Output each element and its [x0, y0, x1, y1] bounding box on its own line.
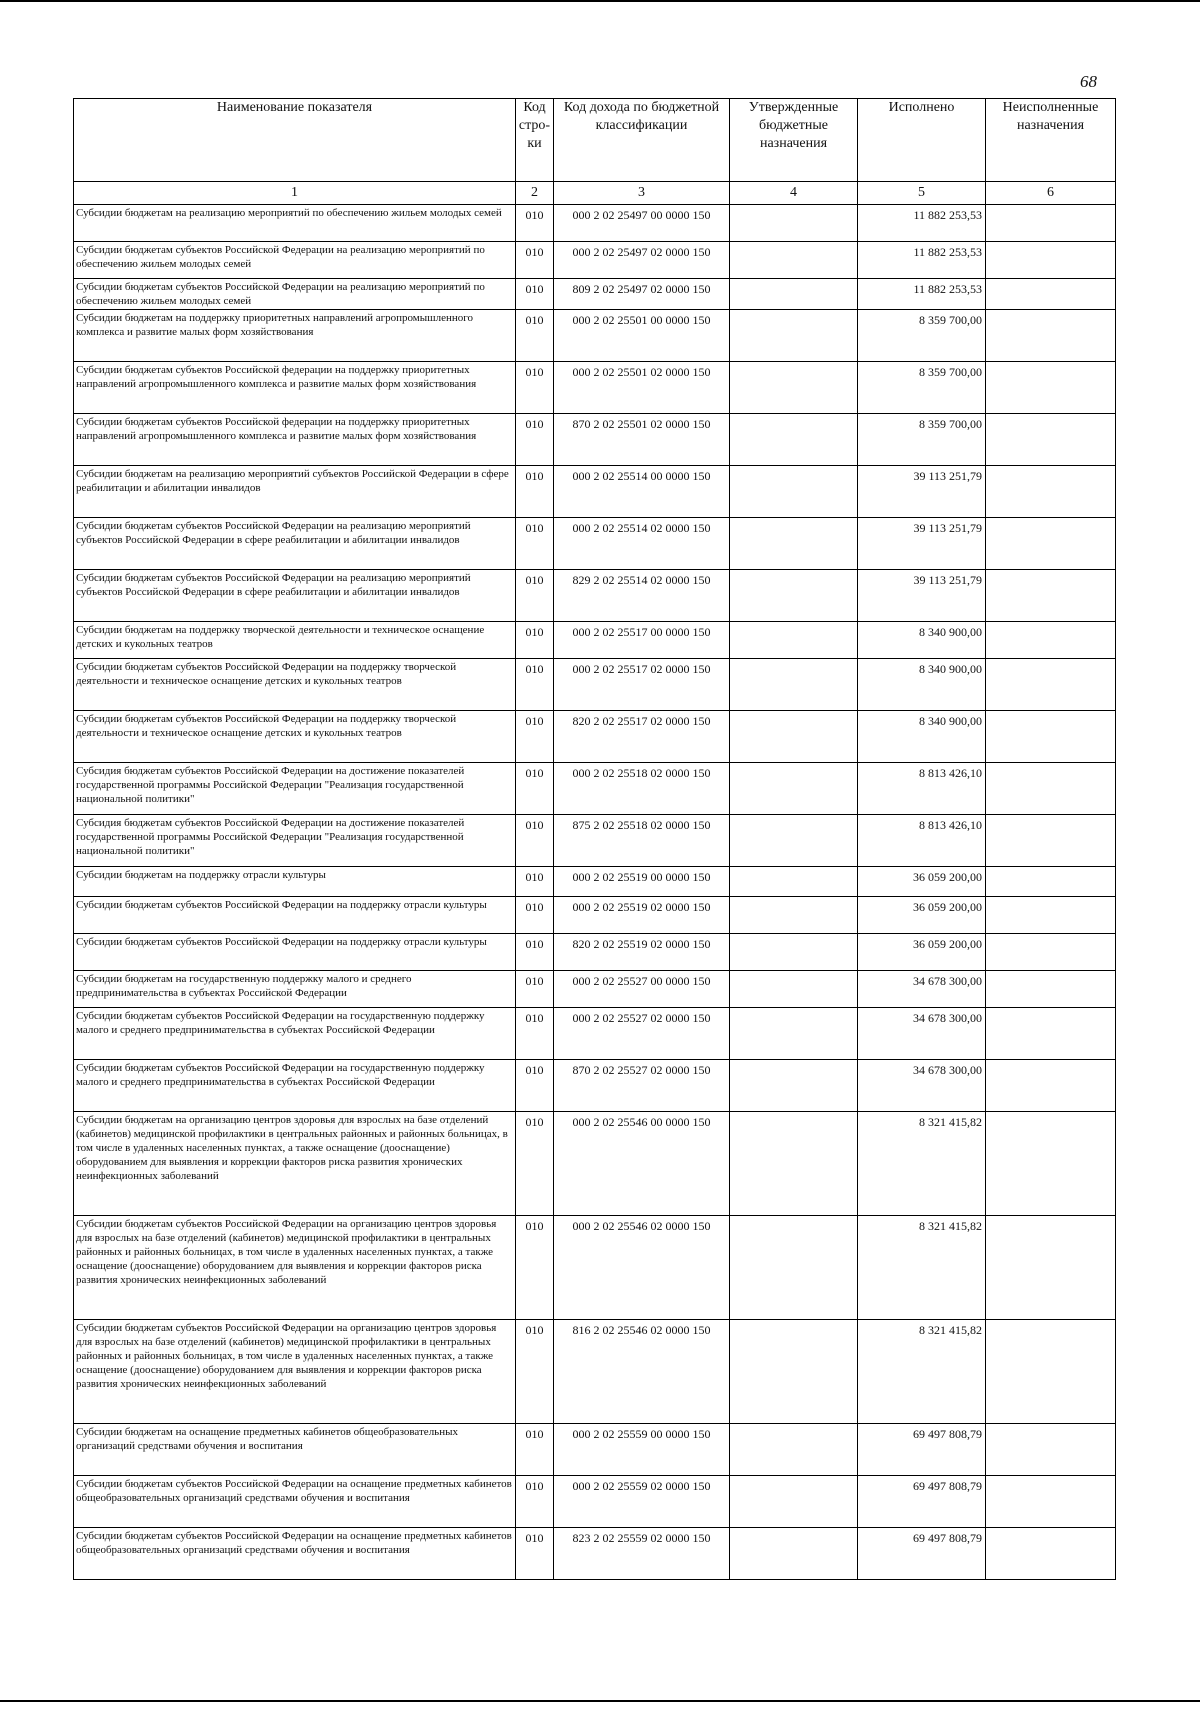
top-scan-edge — [0, 0, 1200, 2]
row-executed: 34 678 300,00 — [858, 1008, 986, 1060]
row-executed: 11 882 253,53 — [858, 205, 986, 242]
row-revenue-code: 000 2 02 25517 00 0000 150 — [554, 622, 730, 659]
row-name: Субсидии бюджетам субъектов Российской Федерации на реализацию мероприятий по обеспечению жильем молодых семей — [74, 242, 516, 279]
row-revenue-code: 000 2 02 25497 00 0000 150 — [554, 205, 730, 242]
row-name: Субсидии бюджетам субъектов Российской Федерации на реализацию мероприятий по обеспечению жильем молодых семей — [74, 279, 516, 310]
row-executed: 8 359 700,00 — [858, 362, 986, 414]
revenue-report-table — [73, 98, 1116, 1580]
table-row — [74, 867, 1116, 897]
table-row — [74, 279, 1116, 310]
row-unexecuted — [986, 1320, 1116, 1424]
row-line-code: 010 — [516, 867, 554, 897]
table-row — [74, 659, 1116, 711]
row-unexecuted — [986, 971, 1116, 1008]
table-row — [74, 205, 1116, 242]
row-unexecuted — [986, 659, 1116, 711]
row-line-code: 010 — [516, 897, 554, 934]
row-line-code: 010 — [516, 466, 554, 518]
row-approved — [730, 1112, 858, 1216]
row-unexecuted — [986, 867, 1116, 897]
row-approved — [730, 1320, 858, 1424]
row-revenue-code: 829 2 02 25514 02 0000 150 — [554, 570, 730, 622]
row-approved — [730, 1476, 858, 1528]
row-executed: 36 059 200,00 — [858, 867, 986, 897]
row-executed: 39 113 251,79 — [858, 518, 986, 570]
table-row — [74, 815, 1116, 867]
table-row — [74, 1476, 1116, 1528]
row-line-code: 010 — [516, 1528, 554, 1580]
row-revenue-code: 000 2 02 25514 02 0000 150 — [554, 518, 730, 570]
column-number: 6 — [986, 182, 1116, 205]
row-executed: 8 321 415,82 — [858, 1216, 986, 1320]
row-name: Субсидии бюджетам на реализацию мероприятий по обеспечению жильем молодых семей — [74, 205, 516, 242]
row-unexecuted — [986, 1476, 1116, 1528]
row-name: Субсидии бюджетам на государственную поддержку малого и среднего предпринимательства в субъектах Российской Федерации — [74, 971, 516, 1008]
row-revenue-code: 000 2 02 25517 02 0000 150 — [554, 659, 730, 711]
row-line-code: 010 — [516, 242, 554, 279]
row-unexecuted — [986, 310, 1116, 362]
row-executed: 8 340 900,00 — [858, 659, 986, 711]
row-revenue-code: 823 2 02 25559 02 0000 150 — [554, 1528, 730, 1580]
row-unexecuted — [986, 466, 1116, 518]
row-line-code: 010 — [516, 711, 554, 763]
table-row — [74, 711, 1116, 763]
table-row — [74, 897, 1116, 934]
row-name: Субсидии бюджетам на оснащение предметных кабинетов общеобразовательных организаций средствами обучения и воспитания — [74, 1424, 516, 1476]
row-line-code: 010 — [516, 763, 554, 815]
table-row — [74, 1008, 1116, 1060]
row-line-code: 010 — [516, 205, 554, 242]
table-row — [74, 1320, 1116, 1424]
row-approved — [730, 622, 858, 659]
row-revenue-code: 000 2 02 25501 00 0000 150 — [554, 310, 730, 362]
header-revenue-code: Код дохода по бюджетной классификации — [554, 99, 730, 182]
column-number: 3 — [554, 182, 730, 205]
row-name: Субсидии бюджетам субъектов Российской Федерации на организацию центров здоровья для взрослых на базе отделений (кабинетов) медицинской профилактики в центральных районных и районных больницах, в том числе в удаленных населенных пунктах, а также оснащение (дооснащение) оборудованием для выявления и коррекции факторов риска развития хронических неинфекционных заболеваний — [74, 1216, 516, 1320]
row-revenue-code: 816 2 02 25546 02 0000 150 — [554, 1320, 730, 1424]
row-revenue-code: 820 2 02 25519 02 0000 150 — [554, 934, 730, 971]
row-revenue-code: 000 2 02 25559 00 0000 150 — [554, 1424, 730, 1476]
row-approved — [730, 867, 858, 897]
row-unexecuted — [986, 242, 1116, 279]
row-name: Субсидии бюджетам субъектов Российской федерации на поддержку приоритетных направлений агропромышленного комплекса и развитие малых форм хозяйствования — [74, 414, 516, 466]
row-line-code: 010 — [516, 1060, 554, 1112]
table-row — [74, 1216, 1116, 1320]
row-name: Субсидии бюджетам субъектов Российской Федерации на поддержку творческой деятельности и техническое оснащение детских и кукольных театров — [74, 711, 516, 763]
row-executed: 34 678 300,00 — [858, 971, 986, 1008]
row-unexecuted — [986, 1008, 1116, 1060]
row-executed: 34 678 300,00 — [858, 1060, 986, 1112]
row-name: Субсидии бюджетам субъектов Российской Федерации на организацию центров здоровья для взрослых на базе отделений (кабинетов) медицинской профилактики в центральных районных и районных больницах, в том числе в удаленных населенных пунктах, а также оснащение (дооснащение) оборудованием для выявления и коррекции факторов риска развития хронических неинфекционных заболеваний — [74, 1320, 516, 1424]
row-approved — [730, 1424, 858, 1476]
row-name: Субсидии бюджетам субъектов Российской Федерации на оснащение предметных кабинетов общеобразовательных организаций средствами обучения и воспитания — [74, 1476, 516, 1528]
row-approved — [730, 763, 858, 815]
table-row — [74, 1112, 1116, 1216]
row-line-code: 010 — [516, 1476, 554, 1528]
header-unexecuted: Неисполненные назначения — [986, 99, 1116, 182]
column-number: 2 — [516, 182, 554, 205]
row-unexecuted — [986, 279, 1116, 310]
column-number: 5 — [858, 182, 986, 205]
row-name: Субсидии бюджетам субъектов Российской Федерации на государственную поддержку малого и среднего предпринимательства в субъектах Российской Федерации — [74, 1060, 516, 1112]
row-approved — [730, 242, 858, 279]
row-revenue-code: 000 2 02 25519 00 0000 150 — [554, 867, 730, 897]
row-unexecuted — [986, 518, 1116, 570]
row-revenue-code: 000 2 02 25546 02 0000 150 — [554, 1216, 730, 1320]
row-unexecuted — [986, 570, 1116, 622]
row-unexecuted — [986, 763, 1116, 815]
table-row — [74, 763, 1116, 815]
row-name: Субсидии бюджетам субъектов Российской Федерации на оснащение предметных кабинетов общеобразовательных организаций средствами обучения и воспитания — [74, 1528, 516, 1580]
row-revenue-code: 000 2 02 25497 02 0000 150 — [554, 242, 730, 279]
row-line-code: 010 — [516, 659, 554, 711]
row-approved — [730, 1060, 858, 1112]
row-line-code: 010 — [516, 815, 554, 867]
row-line-code: 010 — [516, 1008, 554, 1060]
row-approved — [730, 659, 858, 711]
row-approved — [730, 414, 858, 466]
row-unexecuted — [986, 1060, 1116, 1112]
row-revenue-code: 000 2 02 25546 00 0000 150 — [554, 1112, 730, 1216]
row-line-code: 010 — [516, 1112, 554, 1216]
table-row — [74, 466, 1116, 518]
table-row — [74, 414, 1116, 466]
table-row — [74, 570, 1116, 622]
row-executed: 39 113 251,79 — [858, 466, 986, 518]
row-name: Субсидии бюджетам субъектов Российской федерации на поддержку приоритетных направлений агропромышленного комплекса и развитие малых форм хозяйствования — [74, 362, 516, 414]
row-line-code: 010 — [516, 971, 554, 1008]
row-revenue-code: 000 2 02 25527 02 0000 150 — [554, 1008, 730, 1060]
row-approved — [730, 279, 858, 310]
row-name: Субсидия бюджетам субъектов Российской Федерации на достижение показателей государственной программы Российской Федерации "Реализация государственной национальной политики" — [74, 815, 516, 867]
row-line-code: 010 — [516, 279, 554, 310]
row-approved — [730, 971, 858, 1008]
table-row — [74, 362, 1116, 414]
row-executed: 8 813 426,10 — [858, 815, 986, 867]
row-revenue-code: 000 2 02 25527 00 0000 150 — [554, 971, 730, 1008]
row-executed: 69 497 808,79 — [858, 1424, 986, 1476]
row-revenue-code: 000 2 02 25514 00 0000 150 — [554, 466, 730, 518]
row-approved — [730, 897, 858, 934]
row-revenue-code: 870 2 02 25501 02 0000 150 — [554, 414, 730, 466]
table-body — [74, 205, 1116, 1580]
row-executed: 11 882 253,53 — [858, 242, 986, 279]
row-executed: 8 321 415,82 — [858, 1320, 986, 1424]
row-approved — [730, 310, 858, 362]
row-approved — [730, 711, 858, 763]
row-executed: 8 359 700,00 — [858, 414, 986, 466]
table-row — [74, 1424, 1116, 1476]
row-line-code: 010 — [516, 934, 554, 971]
row-approved — [730, 1216, 858, 1320]
row-revenue-code: 000 2 02 25519 02 0000 150 — [554, 897, 730, 934]
row-unexecuted — [986, 205, 1116, 242]
row-approved — [730, 1528, 858, 1580]
row-name: Субсидии бюджетам субъектов Российской Федерации на поддержку отрасли культуры — [74, 897, 516, 934]
row-executed: 11 882 253,53 — [858, 279, 986, 310]
column-number-row — [74, 182, 1116, 205]
row-revenue-code: 870 2 02 25527 02 0000 150 — [554, 1060, 730, 1112]
row-line-code: 010 — [516, 310, 554, 362]
row-unexecuted — [986, 622, 1116, 659]
row-line-code: 010 — [516, 1216, 554, 1320]
row-name: Субсидии бюджетам на поддержку творческой деятельности и техническое оснащение детских и кукольных театров — [74, 622, 516, 659]
row-revenue-code: 000 2 02 25518 02 0000 150 — [554, 763, 730, 815]
table-row — [74, 242, 1116, 279]
row-unexecuted — [986, 711, 1116, 763]
row-name: Субсидии бюджетам субъектов Российской Федерации на реализацию мероприятий субъектов Российской Федерации в сфере реабилитации и абилитации инвалидов — [74, 518, 516, 570]
row-executed: 39 113 251,79 — [858, 570, 986, 622]
header-executed: Исполнено — [858, 99, 986, 182]
header-row — [74, 99, 1116, 182]
row-unexecuted — [986, 934, 1116, 971]
row-executed: 36 059 200,00 — [858, 934, 986, 971]
row-executed: 8 321 415,82 — [858, 1112, 986, 1216]
header-indicator-name: Наименование показателя — [74, 99, 516, 182]
row-name: Субсидии бюджетам субъектов Российской Федерации на поддержку отрасли культуры — [74, 934, 516, 971]
row-line-code: 010 — [516, 1320, 554, 1424]
row-name: Субсидии бюджетам на организацию центров здоровья для взрослых на базе отделений (кабинетов) медицинской профилактики в центральных районных и районных больницах, в том числе в удаленных населенных пунктах, а также оснащение (дооснащение) оборудованием для выявления и коррекции факторов риска развития хронических неинфекционных заболеваний — [74, 1112, 516, 1216]
row-approved — [730, 205, 858, 242]
bottom-scan-edge — [0, 1700, 1200, 1702]
header-approved: Утвержденные бюджетные назначения — [730, 99, 858, 182]
row-unexecuted — [986, 815, 1116, 867]
row-line-code: 010 — [516, 518, 554, 570]
row-line-code: 010 — [516, 362, 554, 414]
row-executed: 8 359 700,00 — [858, 310, 986, 362]
table-row — [74, 310, 1116, 362]
row-approved — [730, 362, 858, 414]
row-revenue-code: 809 2 02 25497 02 0000 150 — [554, 279, 730, 310]
row-executed: 8 813 426,10 — [858, 763, 986, 815]
row-executed: 8 340 900,00 — [858, 622, 986, 659]
page-number: 68 — [1080, 72, 1097, 91]
table-row — [74, 971, 1116, 1008]
row-approved — [730, 466, 858, 518]
row-executed: 69 497 808,79 — [858, 1528, 986, 1580]
row-approved — [730, 934, 858, 971]
table-row — [74, 518, 1116, 570]
row-line-code: 010 — [516, 622, 554, 659]
table-row — [74, 934, 1116, 971]
row-approved — [730, 570, 858, 622]
row-line-code: 010 — [516, 414, 554, 466]
row-name: Субсидии бюджетам на поддержку отрасли культуры — [74, 867, 516, 897]
table-row — [74, 1528, 1116, 1580]
row-name: Субсидии бюджетам субъектов Российской Федерации на поддержку творческой деятельности и техническое оснащение детских и кукольных театров — [74, 659, 516, 711]
row-revenue-code: 820 2 02 25517 02 0000 150 — [554, 711, 730, 763]
row-executed: 8 340 900,00 — [858, 711, 986, 763]
row-executed: 69 497 808,79 — [858, 1476, 986, 1528]
row-unexecuted — [986, 1528, 1116, 1580]
row-revenue-code: 000 2 02 25559 02 0000 150 — [554, 1476, 730, 1528]
row-revenue-code: 000 2 02 25501 02 0000 150 — [554, 362, 730, 414]
row-name: Субсидии бюджетам субъектов Российской Федерации на реализацию мероприятий субъектов Российской Федерации в сфере реабилитации и абилитации инвалидов — [74, 570, 516, 622]
row-unexecuted — [986, 414, 1116, 466]
row-executed: 36 059 200,00 — [858, 897, 986, 934]
row-revenue-code: 875 2 02 25518 02 0000 150 — [554, 815, 730, 867]
column-number: 1 — [74, 182, 516, 205]
row-unexecuted — [986, 1216, 1116, 1320]
column-number: 4 — [730, 182, 858, 205]
row-approved — [730, 815, 858, 867]
table-row — [74, 1060, 1116, 1112]
row-unexecuted — [986, 1424, 1116, 1476]
row-approved — [730, 518, 858, 570]
row-line-code: 010 — [516, 1424, 554, 1476]
row-unexecuted — [986, 1112, 1116, 1216]
row-name: Субсидии бюджетам субъектов Российской Федерации на государственную поддержку малого и среднего предпринимательства в субъектах Российской Федерации — [74, 1008, 516, 1060]
row-unexecuted — [986, 362, 1116, 414]
row-line-code: 010 — [516, 570, 554, 622]
row-name: Субсидии бюджетам на поддержку приоритетных направлений агропромышленного комплекса и развитие малых форм хозяйствования — [74, 310, 516, 362]
table-row — [74, 622, 1116, 659]
row-name: Субсидии бюджетам на реализацию мероприятий субъектов Российской Федерации в сфере реабилитации и абилитации инвалидов — [74, 466, 516, 518]
row-approved — [730, 1008, 858, 1060]
header-line-code: Код стро-ки — [516, 99, 554, 182]
row-name: Субсидия бюджетам субъектов Российской Федерации на достижение показателей государственной программы Российской Федерации "Реализация государственной национальной политики" — [74, 763, 516, 815]
row-unexecuted — [986, 897, 1116, 934]
